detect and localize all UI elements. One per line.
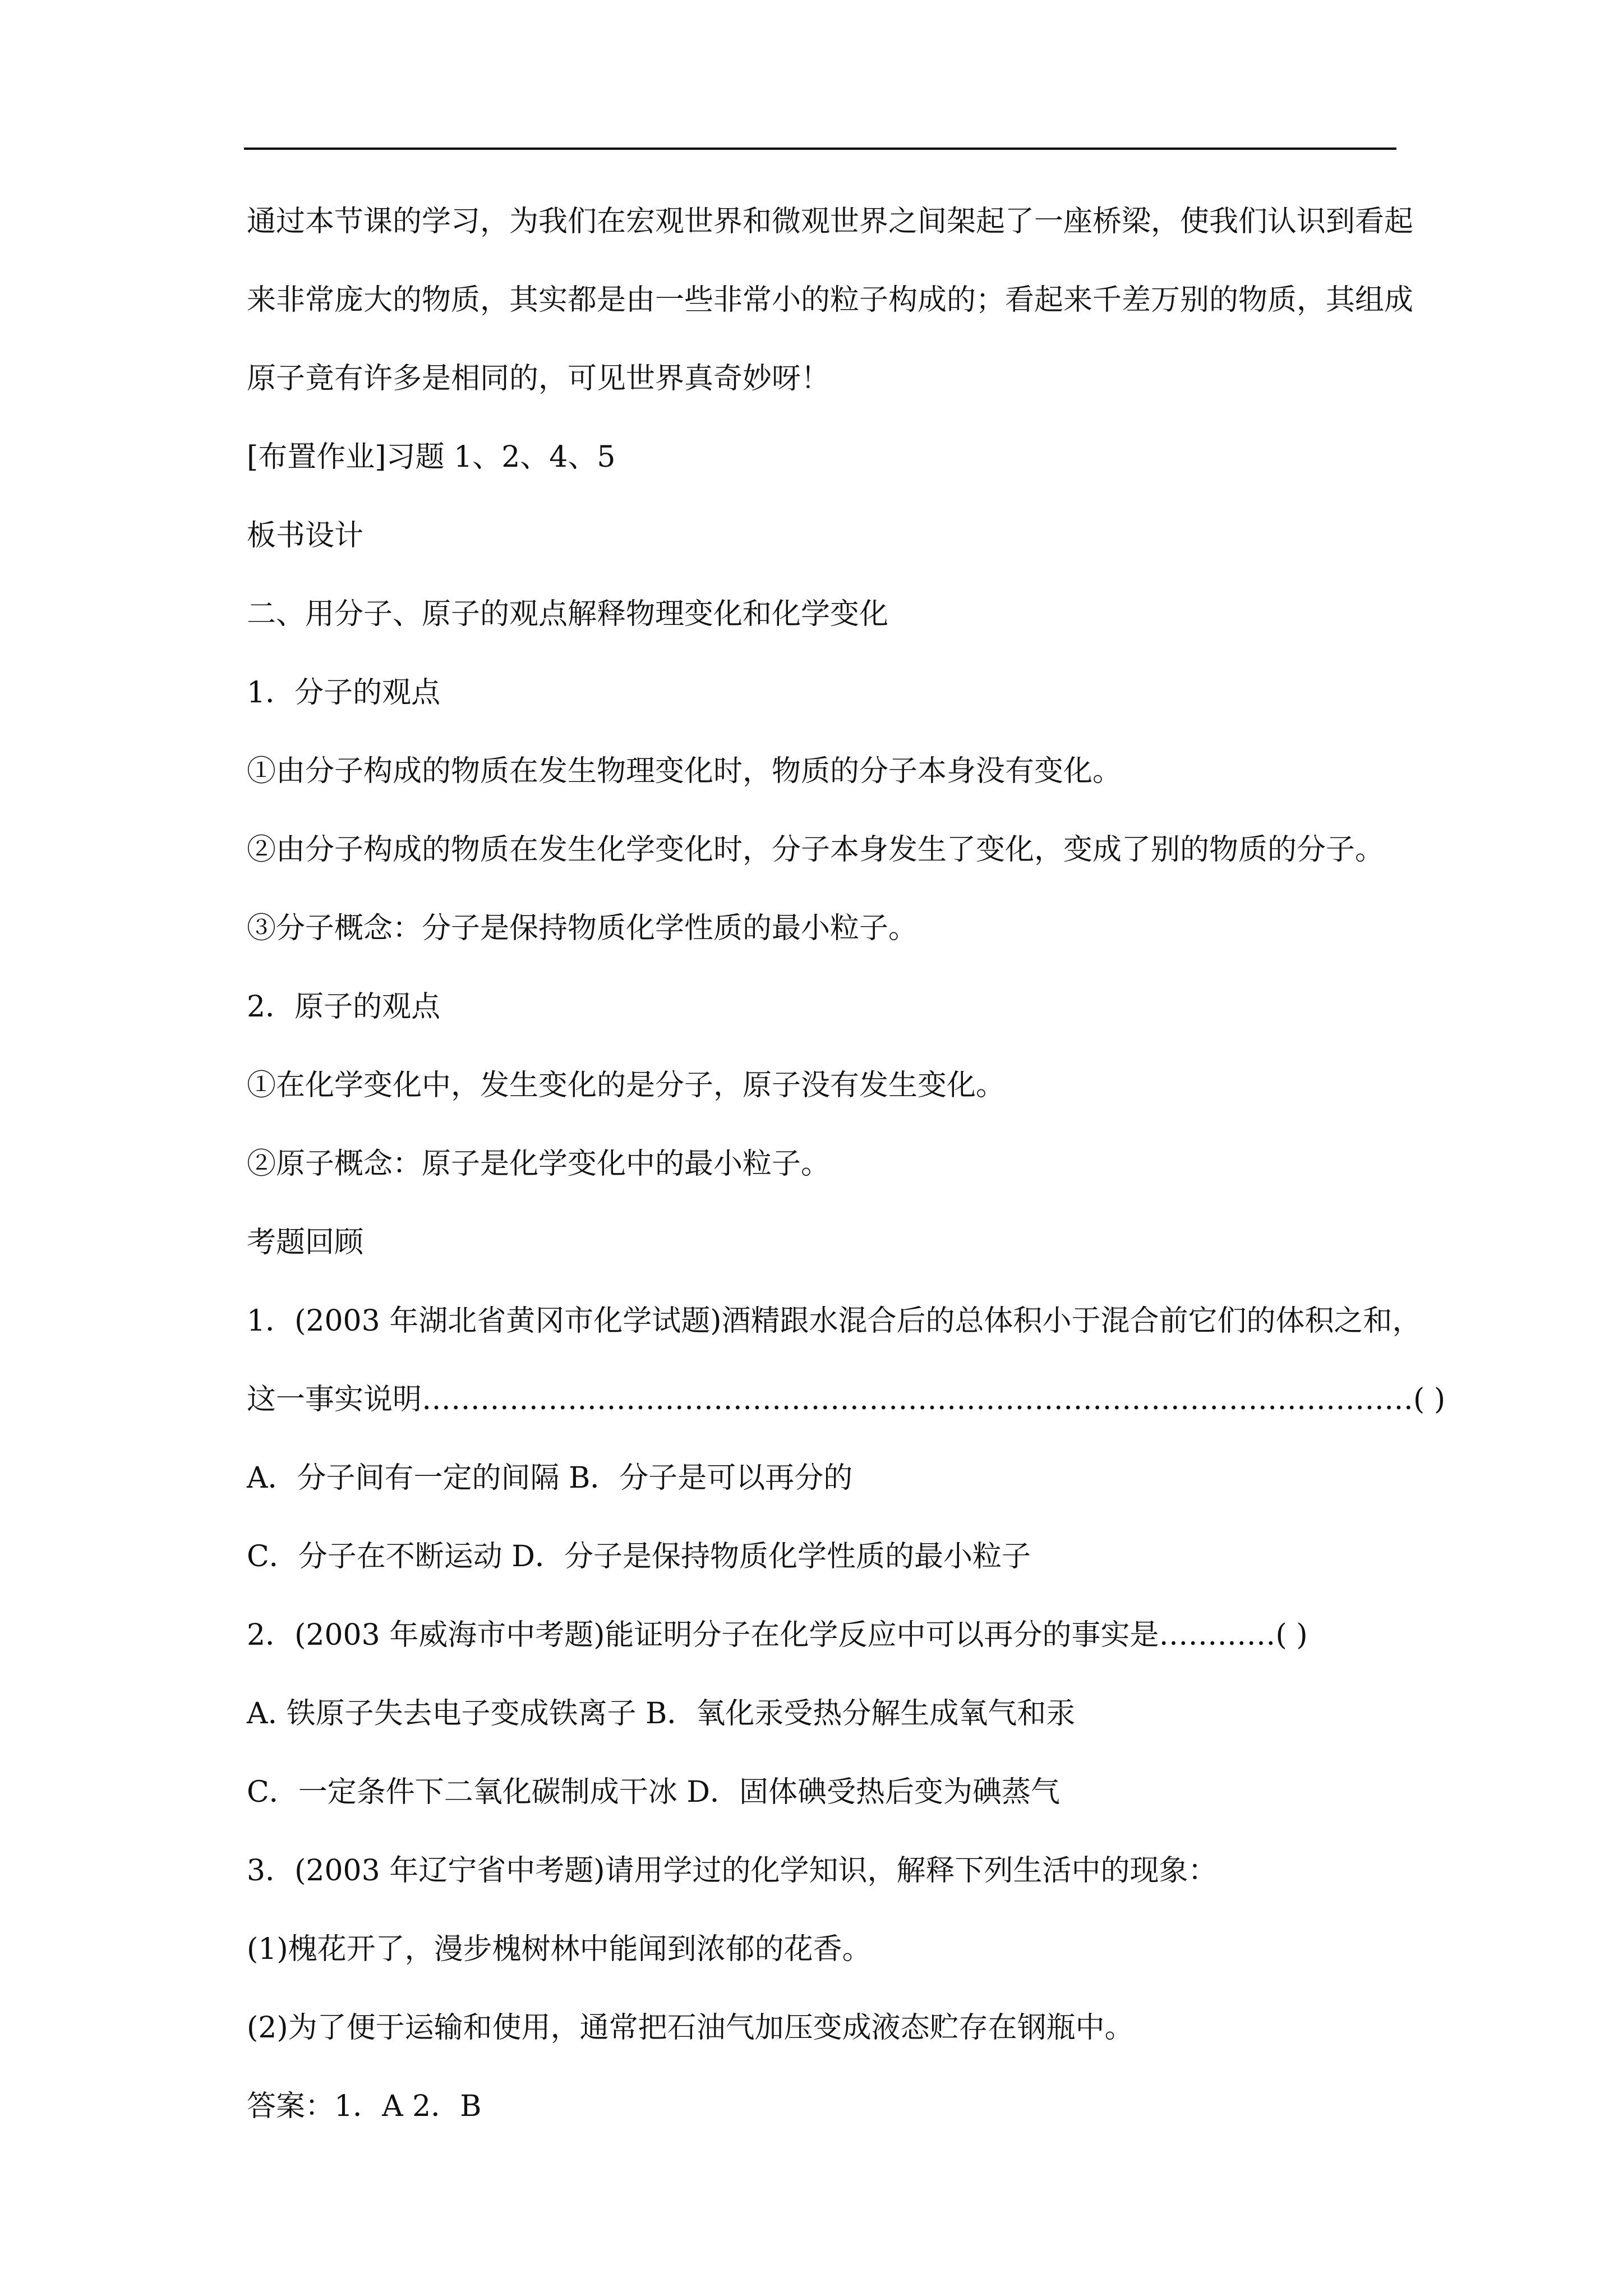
molecule-point-1: ①由分子构成的物质在发生物理变化时，物质的分子本身没有变化。 (247, 754, 1122, 788)
header-rule (244, 148, 1396, 150)
question-3-sub-2: (2)为了便于运输和使用，通常把石油气加压变成液态贮存在钢瓶中。 (247, 2011, 1134, 2045)
question-3: 3．(2003 年辽宁省中考题)请用学过的化学知识，解释下列生活中的现象： (247, 1854, 1218, 1888)
review-title: 考题回顾 (247, 1226, 364, 1259)
document-body (247, 202, 1446, 2126)
answer-key: 答案：1．A 2．B (247, 2090, 482, 2123)
question-1-line-2: 这一事实说明…………………………………………………………………………………………( ) (247, 1383, 1446, 1416)
molecule-point-3: ③分子概念：分子是保持物质化学性质的最小粒子。 (247, 912, 918, 945)
question-2: 2．(2003 年威海市中考题)能证明分子在化学反应中可以再分的事实是…………( ) (247, 1618, 1308, 1652)
atom-point-1: ①在化学变化中，发生变化的是分子，原子没有发生变化。 (247, 1069, 1006, 1102)
atom-point-2: ②原子概念：原子是化学变化中的最小粒子。 (247, 1147, 831, 1181)
intro-line-3: 原子竟有许多是相同的，可见世界真奇妙呀！ (247, 362, 831, 395)
question-2-options-cd: C．一定条件下二氧化碳制成干冰 D．固体碘受热后变为碘蒸气 (247, 1775, 1061, 1809)
section-title: 二、用分子、原子的观点解释物理变化和化学变化 (247, 597, 889, 631)
molecule-heading: 1．分子的观点 (247, 676, 441, 710)
homework-assignment: [布置作业]习题 1、2、4、5 (247, 440, 616, 474)
question-1-line-1: 1．(2003 年湖北省黄冈市化学试题)酒精跟水混合后的总体积小于混合前它们的体积之和， (247, 1304, 1422, 1338)
intro-line-1: 通过本节课的学习，为我们在宏观世界和微观世界之间架起了一座桥梁，使我们认识到看起 (247, 205, 1414, 238)
question-3-sub-1: (1)槐花开了，漫步槐树林中能闻到浓郁的花香。 (247, 1932, 872, 1966)
question-1-options-cd: C．分子在不断运动 D．分子是保持物质化学性质的最小粒子 (247, 1540, 1031, 1573)
question-1-options-ab: A．分子间有一定的间隔 B．分子是可以再分的 (247, 1461, 853, 1495)
molecule-point-2: ②由分子构成的物质在发生化学变化时，分子本身发生了变化，变成了别的物质的分子。 (247, 833, 1385, 867)
board-design-title: 板书设计 (247, 519, 364, 553)
question-2-options-ab: A. 铁原子失去电子变成铁离子 B．氧化汞受热分解生成氧气和汞 (247, 1697, 1076, 1731)
atom-heading: 2．原子的观点 (247, 990, 441, 1024)
intro-line-2: 来非常庞大的物质，其实都是由一些非常小的粒子构成的；看起来千差万别的物质，其组成 (247, 283, 1414, 317)
